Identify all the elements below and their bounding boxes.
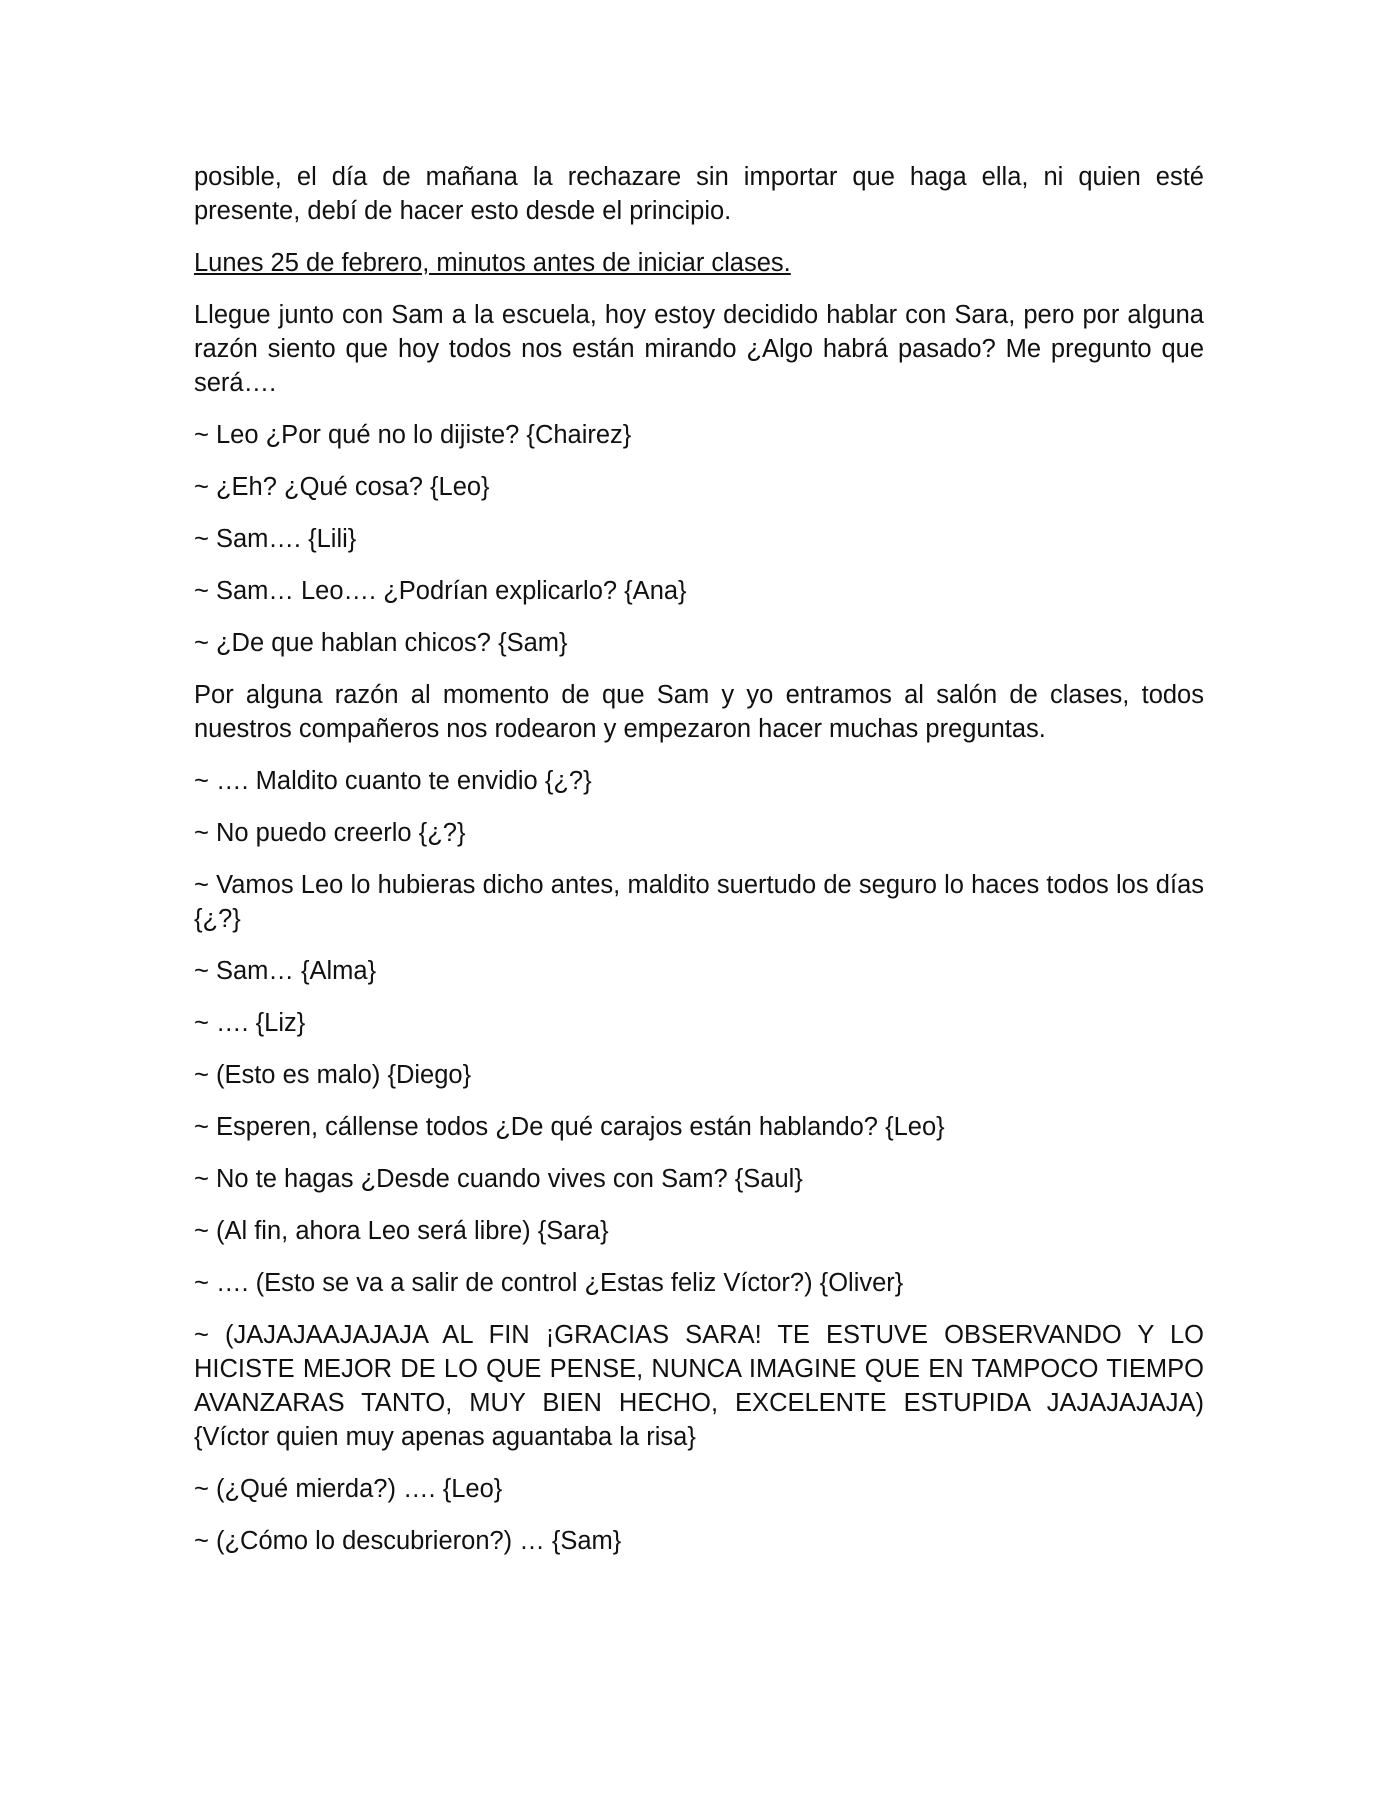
dialogue-line: ~ (JAJAJAAJAJAJA AL FIN ¡GRACIAS SARA! TE ESTUVE OBSERVANDO Y LO HICISTE MEJOR DE LO QUE PENSE, NUNCA IMAGINE QUE EN TAMPOCO TIEMPO AVANZARAS TANTO, MUY BIEN HECHO, EXCELENTE ESTUPIDA JAJAJAJAJA) {Víctor quien muy apenas aguantaba la risa} [194, 1321, 1204, 1451]
dialogue-line: ~ ¿Eh? ¿Qué cosa? {Leo} [194, 473, 490, 501]
dialogue-line: ~ Vamos Leo lo hubieras dicho antes, maldito suertudo de seguro lo haces todos los días {¿?} [194, 871, 1204, 933]
dialogue-line: ~ …. (Esto se va a salir de control ¿Estas feliz Víctor?) {Oliver} [194, 1269, 904, 1297]
dialogue-line: ~ …. Maldito cuanto te envidio {¿?} [194, 767, 592, 795]
dialogue-line: ~ Esperen, cállense todos ¿De qué carajos están hablando? {Leo} [194, 1113, 945, 1141]
paragraph: Por alguna razón al momento de que Sam y yo entramos al salón de clases, todos nuestros compañeros nos rodearon y empezaron hacer muchas preguntas. [194, 681, 1204, 743]
dialogue-line: ~ No puedo creerlo {¿?} [194, 819, 466, 847]
paragraph: posible, el día de mañana la rechazare sin importar que haga ella, ni quien esté presente, debí de hacer esto desde el principio. [194, 163, 1204, 225]
dialogue-line: ~ ¿De que hablan chicos? {Sam} [194, 629, 568, 657]
dialogue-line: ~ (Al fin, ahora Leo será libre) {Sara} [194, 1217, 609, 1245]
dialogue-line: ~ Sam…. {Lili} [194, 525, 357, 553]
dialogue-line: ~ (¿Qué mierda?) …. {Leo} [194, 1475, 503, 1503]
dialogue-line: ~ Leo ¿Por qué no lo dijiste? {Chairez} [194, 421, 632, 449]
dialogue-line: ~ (Esto es malo) {Diego} [194, 1061, 472, 1089]
dialogue-line: ~ Sam… {Alma} [194, 957, 377, 985]
document-body [194, 160, 1204, 1576]
paragraph: Llegue junto con Sam a la escuela, hoy estoy decidido hablar con Sara, pero por alguna razón siento que hoy todos nos están mirando ¿Algo habrá pasado? Me pregunto que será…. [194, 301, 1204, 397]
section-heading: Lunes 25 de febrero, minutos antes de iniciar clases. [194, 249, 791, 277]
dialogue-line: ~ No te hagas ¿Desde cuando vives con Sam? {Saul} [194, 1165, 803, 1193]
dialogue-line: ~ (¿Cómo lo descubrieron?) … {Sam} [194, 1527, 622, 1555]
dialogue-line: ~ …. {Liz} [194, 1009, 306, 1037]
dialogue-line: ~ Sam… Leo…. ¿Podrían explicarlo? {Ana} [194, 577, 687, 605]
